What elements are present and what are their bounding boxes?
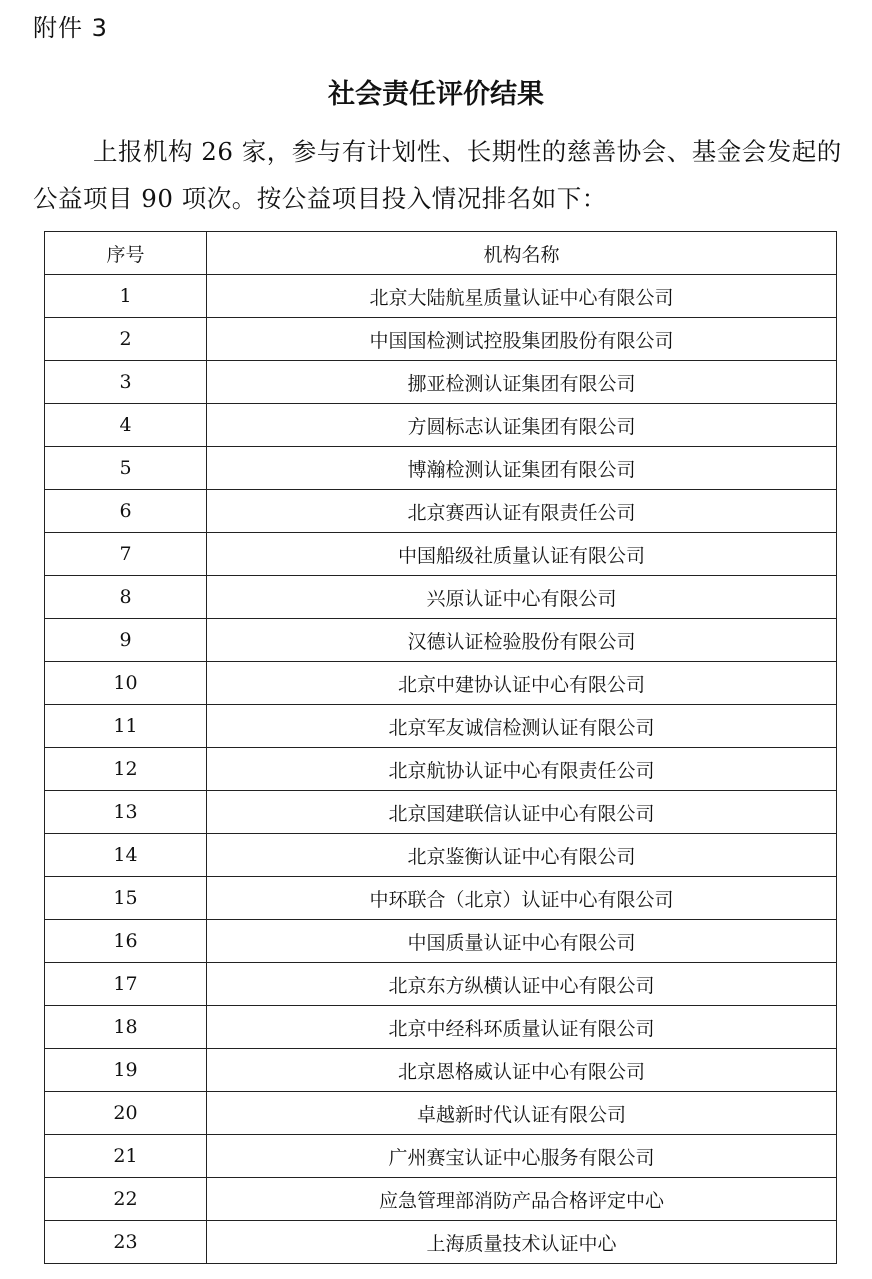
organization-name: 广州赛宝认证中心服务有限公司 [207, 1135, 837, 1178]
organization-name: 北京军友诚信检测认证有限公司 [207, 705, 837, 748]
organization-name: 上海质量技术认证中心 [207, 1221, 837, 1264]
organization-name: 兴原认证中心有限公司 [207, 576, 837, 619]
column-header-name: 机构名称 [207, 232, 837, 275]
table-row [45, 361, 837, 404]
table-row [45, 1178, 837, 1221]
row-number: 12 [45, 748, 207, 791]
organization-name: 中环联合（北京）认证中心有限公司 [207, 877, 837, 920]
table-row [45, 447, 837, 490]
table-row [45, 1135, 837, 1178]
row-number: 21 [45, 1135, 207, 1178]
row-number: 9 [45, 619, 207, 662]
row-number: 7 [45, 533, 207, 576]
row-number: 13 [45, 791, 207, 834]
result-table [44, 231, 837, 1264]
row-number: 22 [45, 1178, 207, 1221]
row-number: 2 [45, 318, 207, 361]
row-number: 23 [45, 1221, 207, 1264]
organization-name: 中国船级社质量认证有限公司 [207, 533, 837, 576]
row-number: 8 [45, 576, 207, 619]
organization-name: 汉德认证检验股份有限公司 [207, 619, 837, 662]
table-row [45, 576, 837, 619]
table-row [45, 1092, 837, 1135]
organization-name: 北京赛西认证有限责任公司 [207, 490, 837, 533]
table-row [45, 834, 837, 877]
table-row [45, 662, 837, 705]
organization-name: 中国国检测试控股集团股份有限公司 [207, 318, 837, 361]
organization-name: 北京恩格威认证中心有限公司 [207, 1049, 837, 1092]
row-number: 19 [45, 1049, 207, 1092]
row-number: 3 [45, 361, 207, 404]
table-row [45, 920, 837, 963]
row-number: 15 [45, 877, 207, 920]
table-body [45, 275, 837, 1264]
table-row [45, 404, 837, 447]
row-number: 5 [45, 447, 207, 490]
table-row [45, 877, 837, 920]
organization-name: 北京中经科环质量认证有限公司 [207, 1006, 837, 1049]
table-row [45, 748, 837, 791]
table-row [45, 275, 837, 318]
organization-name: 博瀚检测认证集团有限公司 [207, 447, 837, 490]
organization-name: 中国质量认证中心有限公司 [207, 920, 837, 963]
organization-name: 北京东方纵横认证中心有限公司 [207, 963, 837, 1006]
organization-name: 方圆标志认证集团有限公司 [207, 404, 837, 447]
organization-name: 北京大陆航星质量认证中心有限公司 [207, 275, 837, 318]
organization-name: 北京鉴衡认证中心有限公司 [207, 834, 837, 877]
row-number: 11 [45, 705, 207, 748]
organization-name: 卓越新时代认证有限公司 [207, 1092, 837, 1135]
row-number: 20 [45, 1092, 207, 1135]
table-row [45, 1221, 837, 1264]
table-row [45, 1006, 837, 1049]
column-header-no: 序号 [45, 232, 207, 275]
attachment-label: 附件 3 [33, 14, 108, 42]
organization-name: 挪亚检测认证集团有限公司 [207, 361, 837, 404]
row-number: 1 [45, 275, 207, 318]
organization-name: 北京国建联信认证中心有限公司 [207, 791, 837, 834]
table-row [45, 791, 837, 834]
table-row [45, 318, 837, 361]
table-row [45, 1049, 837, 1092]
row-number: 16 [45, 920, 207, 963]
organization-name: 应急管理部消防产品合格评定中心 [207, 1178, 837, 1221]
organization-name: 北京航协认证中心有限责任公司 [207, 748, 837, 791]
organization-name: 北京中建协认证中心有限公司 [207, 662, 837, 705]
row-number: 17 [45, 963, 207, 1006]
row-number: 18 [45, 1006, 207, 1049]
table-row [45, 705, 837, 748]
table-header-row [45, 232, 837, 275]
table-row [45, 619, 837, 662]
intro-paragraph: 上报机构 26 家，参与有计划性、长期性的慈善协会、基金会发起的公益项目 90 项次。按公益项目投入情况排名如下： [33, 137, 842, 213]
page-title: 社会责任评价结果 [328, 79, 544, 110]
table-row [45, 533, 837, 576]
table-row [45, 490, 837, 533]
row-number: 10 [45, 662, 207, 705]
row-number: 4 [45, 404, 207, 447]
row-number: 14 [45, 834, 207, 877]
table-row [45, 963, 837, 1006]
row-number: 6 [45, 490, 207, 533]
